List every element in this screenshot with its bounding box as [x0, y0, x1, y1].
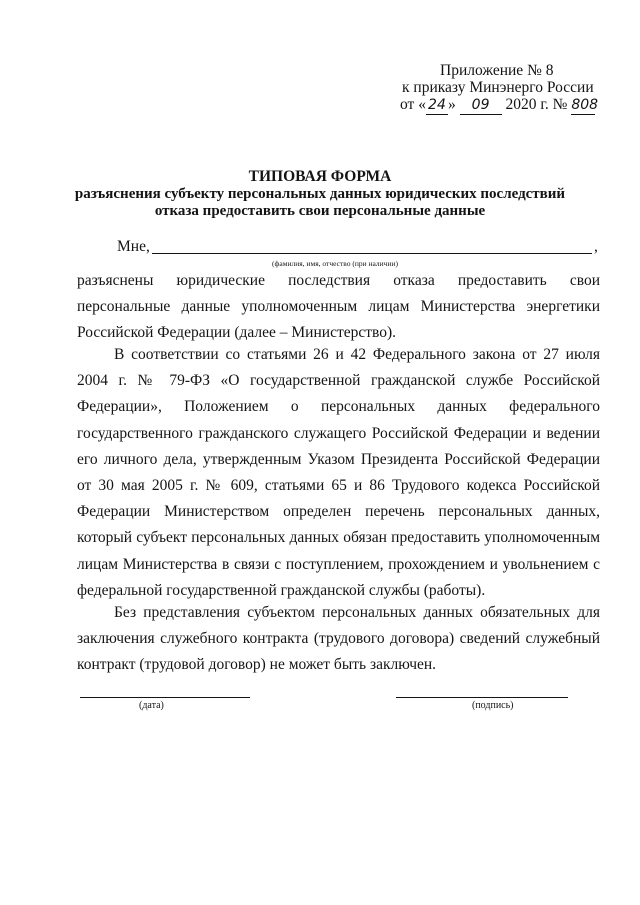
me-label: Мне, [117, 238, 150, 255]
appendix-number: Приложение № 8 [440, 62, 554, 79]
appendix-order-date [400, 96, 610, 115]
paragraph-2-text: В соответствии со статьями 26 и 42 Федерального закона от 27 июля 2004 г. № 79-ФЗ «О государственной гражданской службе Российской Федерации», Положением о персональных данных федерального государственного гражданского служащего Российской Федерации и ведении его личного дела, утвержденным Указом Президента Российской Федерации от 30 мая 2005 г. № 609, статьями 65 и 86 Трудового кодекса Российской Федерации Министерством определен перечень персональных данных, который субъект персональных данных обязан предоставить уполномоченным лицам Министерства в связи с поступлением, прохождением и увольнением с федеральной государственной гражданской службы (работы). [77, 346, 600, 599]
name-comma: , [594, 238, 598, 255]
name-blank-line [152, 253, 592, 254]
date-prefix: от « [400, 96, 426, 113]
order-day: 24 [426, 97, 448, 115]
date-signature-line [80, 697, 250, 698]
appendix-header [400, 62, 610, 115]
paragraph-1-text: разъяснены юридические последствия отказа предоставить свои персональные данные уполномоченным лицам Министерства энергетики Российской Федерации (далее – Министерство). [77, 272, 600, 342]
date-label: (дата) [139, 700, 164, 711]
paragraph-2 [77, 342, 600, 604]
signature-line [396, 697, 568, 698]
order-month: 09 [460, 97, 502, 115]
date-mid: » [447, 96, 456, 113]
form-subtitle-line2: отказа предоставить свои персональные данные [154, 203, 486, 219]
order-year: 2020 г. № [505, 96, 568, 113]
form-subtitle-line1: разъяснения субъекту персональных данных юридических последствий [74, 186, 566, 202]
form-title: ТИПОВАЯ ФОРМА [248, 168, 392, 185]
appendix-order-ref: к приказу Минэнерго России [402, 79, 594, 96]
signature-label: (подпись) [472, 700, 514, 711]
order-number: 808 [571, 97, 599, 113]
name-hint: (фамилия, имя, отчество (при наличии) [272, 259, 398, 268]
paragraph-3-text: Без представления субъектом персональных данных обязательных для заключения служебного контракта (трудового договора) сведений служебный контракт (трудовой договор) не может быть заключен. [77, 604, 600, 674]
paragraph-3 [77, 600, 600, 679]
paragraph-1 [77, 268, 600, 347]
